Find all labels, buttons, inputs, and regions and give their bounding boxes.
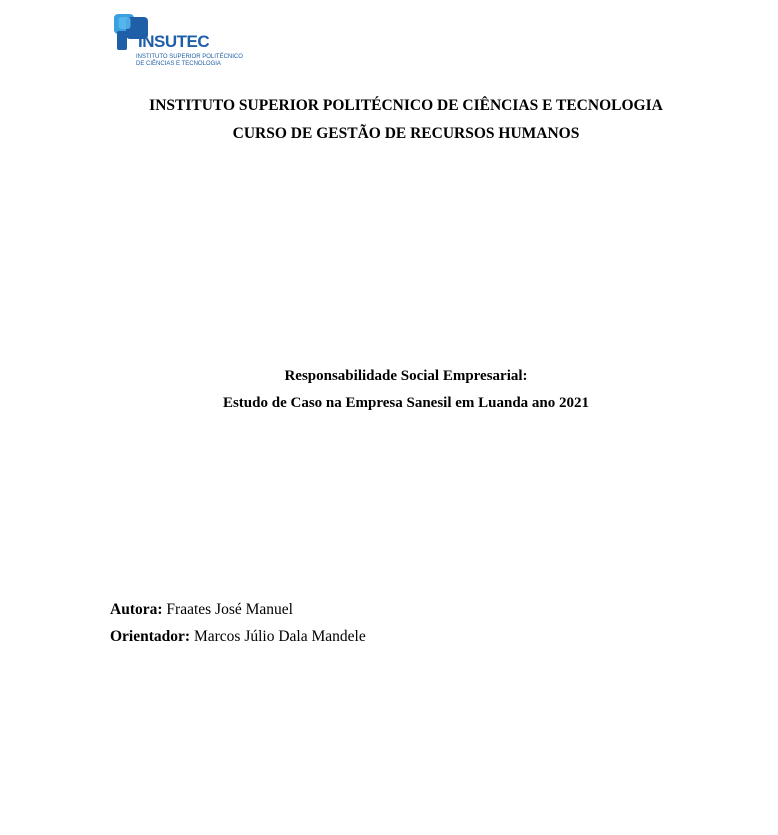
logo-subtitle bbox=[136, 54, 243, 67]
insutec-logo bbox=[114, 13, 243, 69]
advisor-label: Orientador: bbox=[110, 628, 191, 645]
author-name: Fraates José Manuel bbox=[166, 601, 293, 618]
author-line bbox=[110, 600, 293, 620]
institution-name: INSTITUTO SUPERIOR POLITÉCNICO DE CIÊNCIAS E TECNOLOGIA bbox=[149, 97, 663, 114]
logo-subtitle-line1: INSTITUTO SUPERIOR POLITÉCNICO bbox=[136, 54, 243, 60]
author-label: Autora: bbox=[110, 601, 163, 618]
document-title: Responsabilidade Social Empresarial: bbox=[284, 368, 528, 384]
logo-subtitle-line2: DE CIÊNCIAS E TECNOLOGIA bbox=[136, 60, 221, 67]
advisor-line bbox=[110, 627, 366, 647]
advisor-name: Marcos Júlio Dala Mandele bbox=[193, 628, 366, 645]
document-subtitle: Estudo de Caso na Empresa Sanesil em Luanda ano 2021 bbox=[222, 395, 590, 411]
logo-wordmark: INSUTEC bbox=[138, 32, 210, 51]
course-name: CURSO DE GESTÃO DE RECURSOS HUMANOS bbox=[232, 125, 580, 142]
